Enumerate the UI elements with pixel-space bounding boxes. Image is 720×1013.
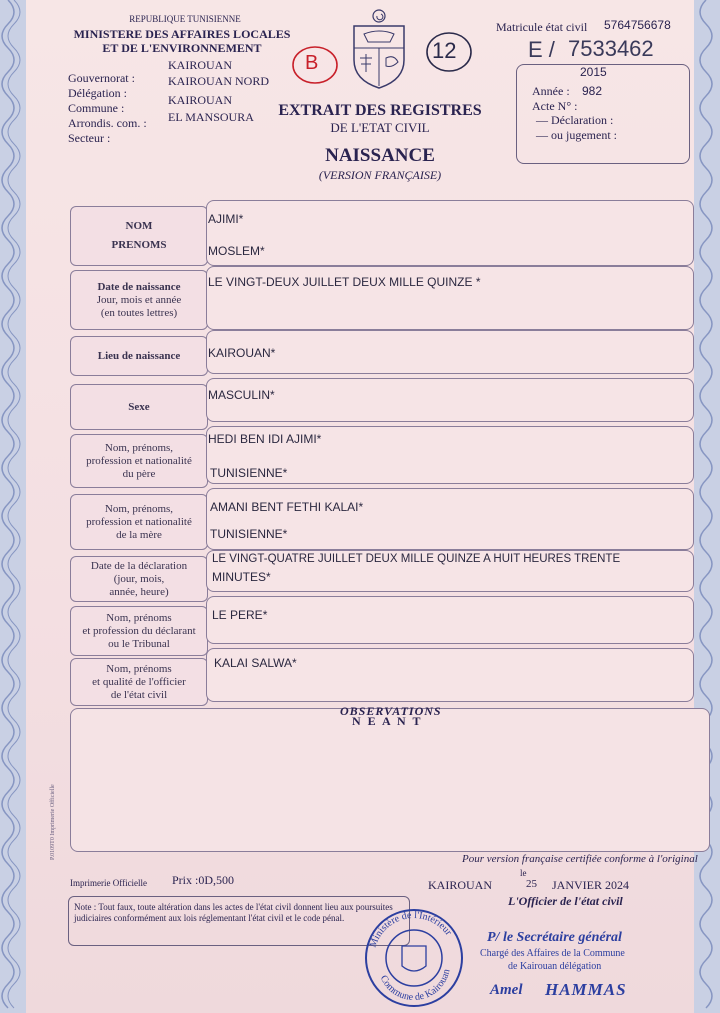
date-day: 25 (526, 878, 537, 890)
declaration-date-label-1: Date de la déclaration (90, 559, 188, 572)
round-stamp-bottom-text: Commune de Kairouan (377, 968, 453, 1004)
republic-label: REPUBLIQUE TUNISIENNE (129, 14, 241, 24)
document-type: NAISSANCE (325, 145, 435, 166)
observations-value: N E A N T (352, 714, 423, 728)
mere-label-1: Nom, prénoms, (104, 502, 174, 515)
document-subtitle: DE L'ETAT CIVIL (330, 120, 430, 135)
jugement-label: — ou jugement : (536, 128, 617, 142)
declarant-label-box (70, 606, 208, 656)
imprimerie-label: Imprimerie Officielle (70, 878, 148, 888)
stamp-p-sg: P/ le Secrétaire général (487, 930, 622, 945)
lieu-value: KAIROUAN* (208, 346, 276, 360)
prenoms-label: PRENOMS (111, 239, 167, 251)
left-decorative-border (0, 0, 26, 1013)
date-naissance-label-box (70, 270, 208, 330)
note-text: Note : Tout faux, toute altération dans les actes de l'état civil donnent lieu aux poursuites judiciaires conformément aux lois réglementant l'état civil et le code pénal. (74, 902, 393, 923)
declaration-date-value-1: LE VINGT-QUATRE JUILLET DEUX MILLE QUINZE A HUIT HEURES TRENTE (212, 553, 621, 565)
officier-label-2: et qualité de l'officier (92, 675, 186, 688)
mere-label-box (70, 494, 208, 550)
acte-label: Acte N° : (532, 99, 578, 113)
nom-prenoms-value-box (206, 200, 694, 266)
date-naissance-label-2: Jour, mois et année (96, 293, 182, 306)
ministry-line2: ET DE L'ENVIRONNEMENT (102, 41, 262, 55)
prenoms-value: MOSLEM* (208, 244, 265, 258)
coat-of-arms-icon (346, 8, 412, 90)
mere-label-3: de la mère (116, 528, 162, 541)
mere-value-2: TUNISIENNE* (210, 527, 288, 541)
document-version: (VERSION FRANÇAISE) (318, 168, 442, 182)
gouvernorat-value: KAIROUAN (168, 58, 232, 72)
declaration-date-label-2: (jour, mois, (113, 572, 165, 585)
stamp-name: HAMMAS (545, 980, 627, 999)
declarant-value: LE PERE* (212, 608, 268, 622)
officier-label-3: de l'état civil (110, 688, 168, 701)
officier-label-box (70, 658, 208, 706)
serial-number: 7533462 (568, 36, 654, 61)
annee-label: Année : (532, 84, 570, 98)
sexe-value-box (206, 378, 694, 422)
nom-label: NOM (125, 220, 153, 232)
officier-value: KALAI SALWA* (214, 656, 297, 670)
commune-value: KAIROUAN (168, 93, 232, 107)
gouvernorat-label: Gouvernorat : (68, 71, 135, 85)
round-official-stamp (360, 906, 468, 1010)
date-month-year: JANVIER 2024 (552, 878, 629, 892)
officer-title: L'Officier de l'état civil (508, 894, 623, 908)
date-naissance-label-3: (en toutes lettres) (100, 306, 178, 319)
delegation-label: Délégation : (68, 86, 127, 100)
serial-prefix: E / (528, 37, 555, 62)
secteur-label: Secteur : (68, 131, 111, 145)
pere-label-3: du père (122, 467, 156, 480)
declaration-date-value-2: MINUTES* (212, 570, 271, 584)
matricule-label: Matricule état civil (496, 20, 588, 34)
date-naissance-label-1: Date de naissance (97, 280, 181, 293)
delegation-value: KAIROUAN NORD (168, 74, 269, 88)
round-stamp-top-text: Ministère de l'Intérieur (367, 909, 454, 950)
declarant-label-2: et profession du déclarant (82, 624, 196, 637)
commune-label: Commune : (68, 101, 125, 115)
observations-box (70, 708, 710, 852)
annee-value: 982 (582, 84, 603, 98)
date-naissance-value: LE VINGT-DEUX JUILLET DEUX MILLE QUINZE * (208, 275, 481, 289)
document-title: EXTRAIT DES REGISTRES (278, 102, 482, 119)
lieu-label: Lieu de naissance (70, 336, 208, 376)
date-le: le (520, 868, 527, 878)
declarant-label-3: ou le Tribunal (108, 637, 170, 650)
nom-prenoms-label-box (70, 206, 208, 266)
stamp-name-prefix: Amel (490, 982, 523, 998)
year-value: 2015 (580, 65, 607, 79)
stamp-charge: Chargé des Affaires de la Commune (480, 948, 625, 959)
declarant-label-1: Nom, prénoms (106, 611, 172, 624)
nom-value: AJIMI* (208, 212, 244, 226)
declaration-label: — Déclaration : (536, 113, 614, 127)
pere-label-2: profession et nationalité (86, 454, 192, 467)
pere-label-box (70, 434, 208, 488)
lieu-value-box (206, 330, 694, 374)
pere-value-1: HEDI BEN IDI AJIMI* (208, 432, 322, 446)
city-label: KAIROUAN (428, 878, 492, 892)
declaration-date-label-3: année, heure) (109, 585, 169, 598)
arrondis-label: Arrondis. com. : (68, 116, 147, 130)
matricule-value: 5764756678 (604, 18, 671, 32)
pere-label-1: Nom, prénoms, (104, 441, 174, 454)
stamp-delegation: de Kairouan délégation (508, 961, 602, 972)
mere-value-1: AMANI BENT FETHI KALAI* (210, 500, 364, 514)
mere-label-2: profession et nationalité (86, 515, 192, 528)
declarant-value-box (206, 596, 694, 644)
pere-value-2: TUNISIENNE* (210, 466, 288, 480)
handwritten-b: B (305, 52, 319, 74)
prix-label: Prix :0D,500 (172, 873, 235, 887)
side-print-text: P.0109T0 Imprimerie Officielle (50, 784, 56, 860)
officier-label-1: Nom, prénoms (106, 662, 172, 675)
sexe-value: MASCULIN* (208, 388, 275, 402)
arrondis-value: EL MANSOURA (168, 110, 254, 124)
certified-text: Pour version française certifiée conforme à l'original (462, 853, 698, 865)
sexe-label: Sexe (70, 384, 208, 430)
handwritten-12: 12 (432, 38, 457, 63)
ministry-line1: MINISTERE DES AFFAIRES LOCALES (73, 27, 291, 41)
observations-label: OBSERVATIONS (340, 704, 442, 718)
declaration-date-label-box (70, 556, 208, 602)
